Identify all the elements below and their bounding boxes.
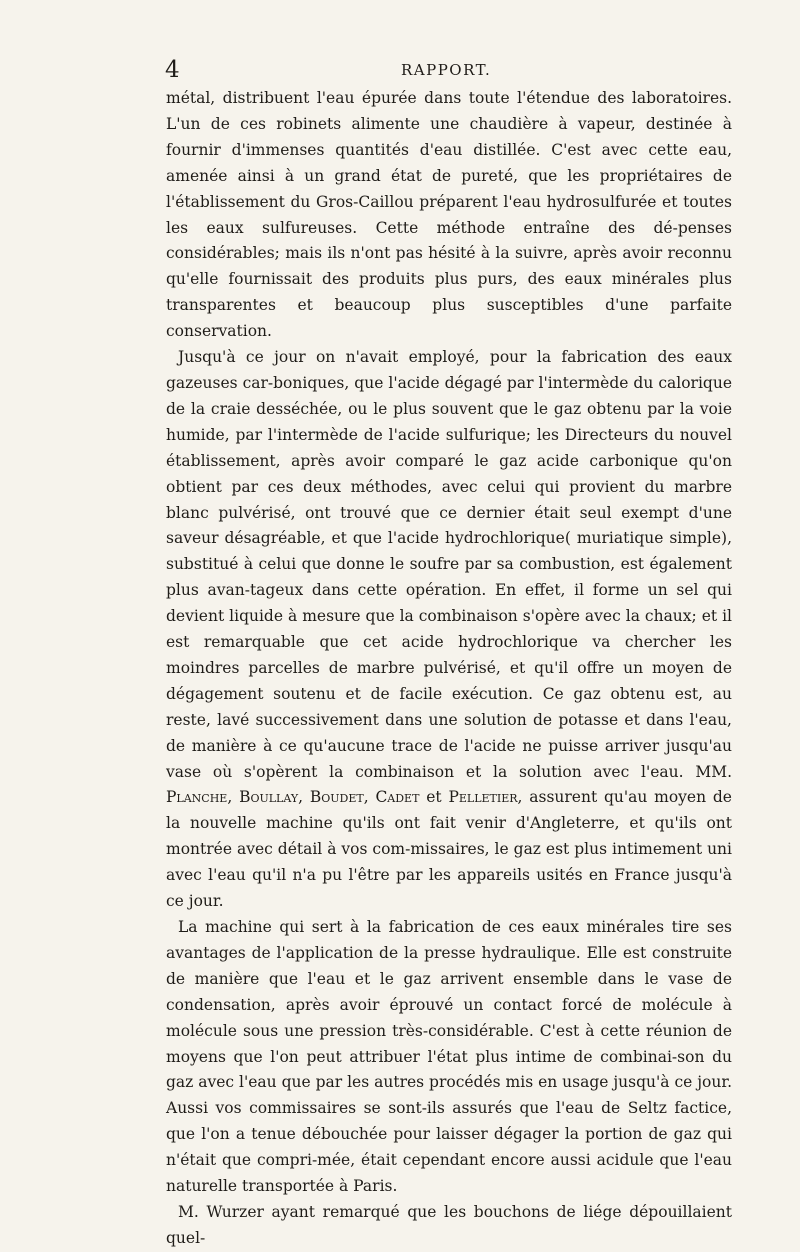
name-pelletier: Pelletier	[448, 788, 518, 807]
name-boudet: Boudet	[309, 788, 364, 807]
name-boullay: Boullay	[239, 788, 299, 807]
running-head: RAPPORT.	[401, 61, 492, 79]
page-number: 4	[165, 57, 180, 83]
name-separator: et	[419, 788, 449, 807]
paragraph-2-text-a: Jusqu'à ce jour on n'avait employé, pour la fabrication des eaux gazeuses car-boniques, que l'acide dégagé par l'intermède du calorique de la craie desséchée, ou le plus souvent que le gaz obtenu par la voie humide, par l'intermède de l'acide sulfurique; les Directeurs du nouvel établissement, après avoir comparé le gaz acide carbonique qu'on obtient par ces deux méthodes, avec celui qui provient du marbre blanc pulvérisé, ont trouvé que ce dernier était seul exempt d'une saveur désagréable, et que l'acide hydrochlorique( muriatique simple), substitué à celui que donne le soufre par sa combustion, est également plus avan-tageux dans cette opération. En effet, il forme un sel qui devient liquide à mesure que la combinaison s'opère avec la chaux; et il est remarquable que cet acide hydrochlorique va chercher les moindres parcelles de marbre pulvérisé, et qu'il offre un moyen de dégagement soutenu et de facile exécution. Ce gaz obtenu est, au reste, lavé successivement dans une solution de potasse et dans l'eau, de manière à ce qu'aucune trace de l'acide ne puisse arriver jusqu'au vase où s'opèrent la combinaison et la solution avec l'eau. MM.	[166, 348, 732, 781]
body-text	[166, 86, 732, 1252]
paragraph-3: La machine qui sert à la fabrication de ces eaux minérales tire ses avantages de l'application de la presse hydraulique. Elle est construite de manière que l'eau et le gaz arrivent ensemble dans le vase de condensation, après avoir éprouvé un contact forcé de molécule à molécule sous une pression très-considérable. C'est à cette réunion de moyens que l'on peut attribuer l'état plus intime de combinai-son du gaz avec l'eau que par les autres procédés mis en usage jusqu'à ce jour. Aussi vos commissaires se sont-ils assurés que l'eau de Seltz factice, que l'on a tenue débouchée pour laisser dégager la portion de gaz qui n'était que compri-mée, était cependant encore aussi acidule que l'eau naturelle transportée à Paris.	[166, 918, 732, 1196]
page-header	[165, 56, 725, 84]
paragraph-2-text-b: , assurent qu'au moyen de la nouvelle machine qu'ils ont fait venir d'Angleterre, et qu'ils ont montrée avec détail à vos com-missaires, le gaz est plus intimement uni avec l'eau qu'il n'a pu l'être par les appareils usités en France jusqu'à ce jour.	[166, 788, 732, 911]
paragraph-1: métal, distribuent l'eau épurée dans toute l'étendue des laboratoires. L'un de ces robinets alimente une chaudière à vapeur, destinée à fournir d'immenses quantités d'eau distillée. C'est avec cette eau, amenée ainsi à un grand état de pureté, que les propriétaires de l'établissement du Gros-Caillou préparent l'eau hydrosulfurée et toutes les eaux sulfureuses. Cette méthode entraîne des dé-penses considérables; mais ils n'ont pas hésité à la suivre, après avoir reconnu qu'elle fournissait des produits plus purs, des eaux minérales plus transparentes et beaucoup plus susceptibles d'une parfaite conservation.	[166, 89, 732, 341]
paragraph-2	[166, 345, 732, 915]
name-planche: Planche	[166, 788, 228, 807]
name-cadet: Cadet	[375, 788, 420, 807]
paragraph-4: M. Wurzer ayant remarqué que les bouchons de liége dépouillaient quel-	[166, 1202, 732, 1247]
name-separator: ,	[298, 788, 310, 807]
name-separator: ,	[227, 788, 240, 807]
name-separator: ,	[363, 788, 376, 807]
